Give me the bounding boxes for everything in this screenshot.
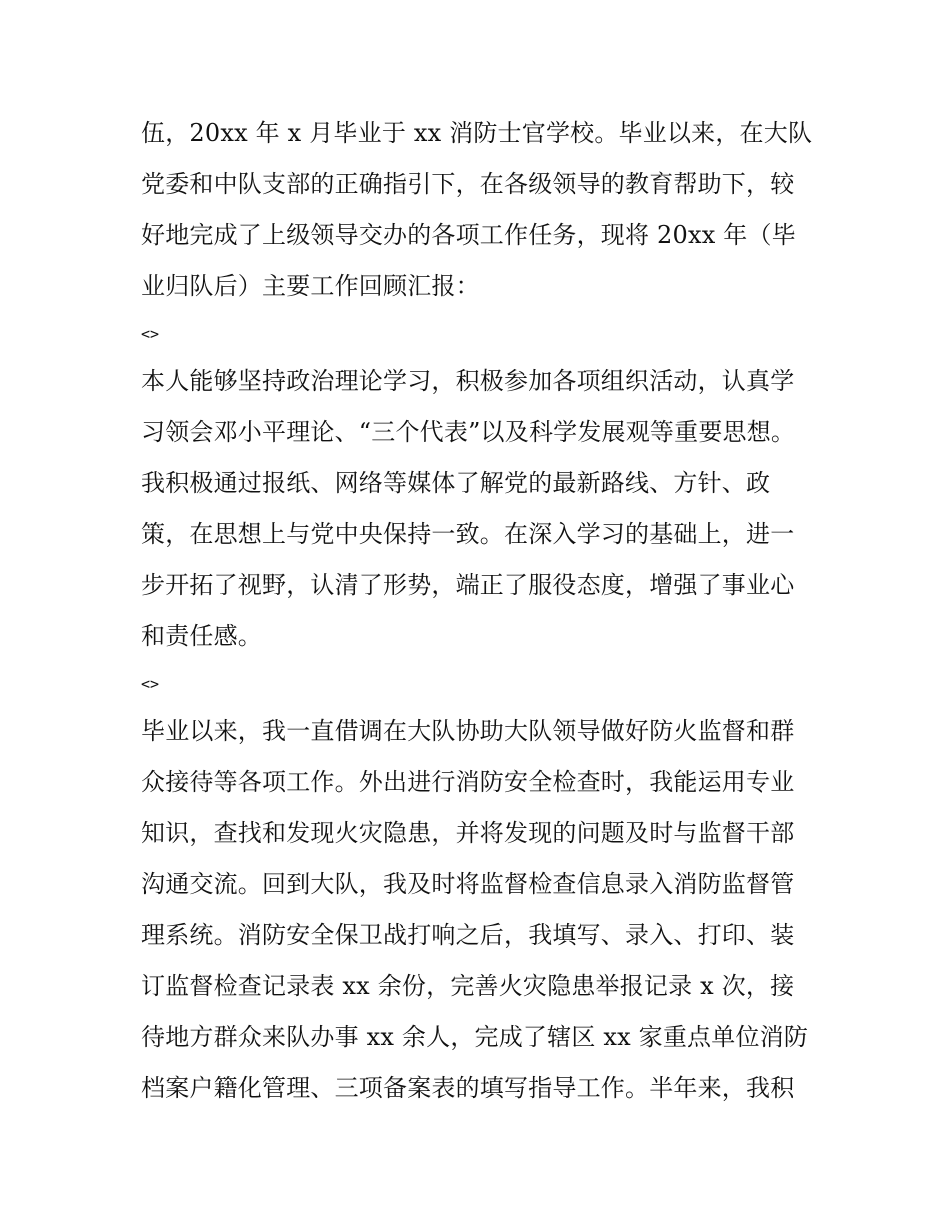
paragraph-political-study (141, 356, 821, 662)
text-line: 毕业以来，我一直借调在大队协助大队领导做好防火监督和群 (141, 717, 795, 745)
text-line: 习领会邓小平理论、“三个代表”以及科学发展观等重要思想。 (141, 418, 796, 446)
text-line: 待地方群众来队办事 xx 余人，完成了辖区 xx 家重点单位消防 (141, 1023, 809, 1051)
section-marker: <> (141, 675, 160, 693)
text-line: 众接待等各项工作。外出进行消防安全检查时，我能运用专业 (141, 768, 795, 796)
text-line: 档案户籍化管理、三项备案表的填写指导工作。半年来，我积 (141, 1074, 795, 1102)
paragraph-intro (141, 108, 821, 312)
text-line: 本人能够坚持政治理论学习，积极参加各项组织活动，认真学 (141, 367, 795, 395)
text-line: 订监督检查记录表 xx 余份，完善火灾隐患举报记录 x 次，接 (141, 972, 795, 1000)
text-line: 知识，查找和发现火灾隐患，并将发现的问题及时与监督干部 (141, 819, 795, 847)
text-line: 步开拓了视野，认清了形势，端正了服役态度，增强了事业心 (141, 571, 795, 599)
document-body (141, 108, 821, 1114)
text-line: 理系统。消防安全保卫战打响之后，我填写、录入、打印、装 (141, 921, 795, 949)
text-line: 沟通交流。回到大队，我及时将监督检查信息录入消防监督管 (141, 870, 795, 898)
text-line: 伍，20xx 年 x 月毕业于 xx 消防士官学校。毕业以来，在大队 (141, 119, 813, 147)
text-line: 我积极通过报纸、网络等媒体了解党的最新路线、方针、政 (141, 469, 771, 497)
text-line: 和责任感。 (141, 622, 262, 650)
text-line: 党委和中队支部的正确指引下，在各级领导的教育帮助下，较 (141, 170, 795, 198)
section-marker: <> (141, 325, 160, 343)
paragraph-work-duties (141, 706, 821, 1114)
text-line: 好地完成了上级领导交办的各项工作任务，现将 20xx 年（毕 (141, 221, 796, 249)
text-line: 策，在思想上与党中央保持一致。在深入学习的基础上，进一 (141, 520, 795, 548)
text-line: 业归队后）主要工作回顾汇报： (141, 272, 480, 300)
